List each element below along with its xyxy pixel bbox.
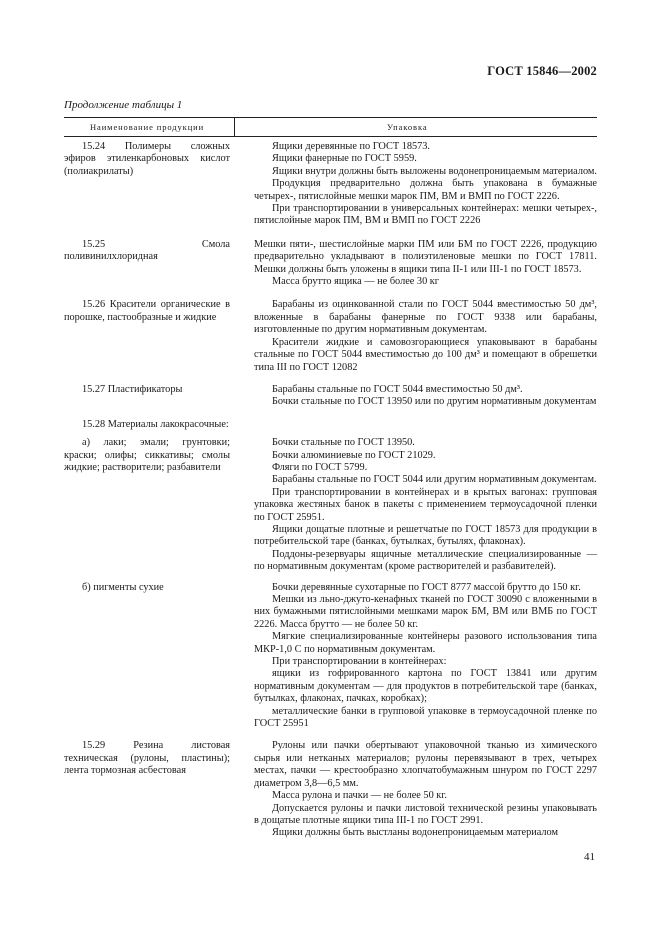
packaging-line: При транспортировании в контейнерах:: [272, 656, 447, 668]
product-name-cell: [64, 141, 234, 228]
packaging-cell: [234, 239, 597, 289]
packaging-line: Бочки деревянные сухотарные по ГОСТ 8777 массой брутто до 150 кг.: [272, 581, 581, 593]
table-continuation-caption: Продолжение таблицы 1: [64, 99, 183, 111]
packaging-line: Барабаны из оцинкованной стали по ГОСТ 5044 вместимостью 50 дм³, вложенные в барабаны фанерные по ГОСТ 9338 или барабаны, изготовленные по другим нормативным документам.: [254, 299, 597, 336]
table-row: [64, 582, 597, 731]
product-name-cell: [64, 740, 234, 839]
standard-header: ГОСТ 15846—2002: [487, 64, 597, 78]
product-name: 15.25 Смола поливинилхлоридная: [64, 238, 230, 263]
column-header-pack: Упаковка: [387, 122, 428, 132]
table-body: [64, 141, 597, 840]
packaging-line: При транспортировании в контейнерах и в крытых вагонах: групповая упаковка жестяных банок в пакеты с применением термоусадочной пленки по ГОСТ 25951.: [254, 486, 597, 523]
packaging-line: Масса брутто ящика — не более 30 кг: [272, 276, 440, 288]
packaging-line: Мешки пяти-, шестислойные марки ПМ или БМ по ГОСТ 2226, продукцию предварительно укладывают в полиэтиленовые мешки по ГОСТ 17811. Мешки должны быть уложены в ящики типа II-1 или III-1 по ГОСТ 18573.: [254, 238, 597, 275]
packaging-line: Бочки алюминиевые по ГОСТ 21029.: [272, 449, 436, 461]
product-name: 15.27 Пластификаторы: [82, 383, 183, 395]
packaging-line: Бочки стальные по ГОСТ 13950.: [272, 437, 415, 449]
packaging-cell: [234, 419, 597, 431]
product-name-cell: [64, 582, 234, 731]
packaging-line: Ящики фанерные по ГОСТ 5959.: [272, 153, 417, 165]
packaging-cell: [234, 384, 597, 409]
table-row: [64, 299, 597, 373]
product-name-cell: [64, 299, 234, 373]
table-row: [64, 239, 597, 289]
table-top-rule: [64, 117, 597, 118]
packaging-line: Барабаны стальные по ГОСТ 5044 вместимостью 50 дм³.: [272, 383, 523, 395]
product-name: а) лаки; эмали; грунтовки; краски; олифы; сиккативы; смолы жидкие; растворители; разбавители: [64, 437, 230, 473]
product-name-cell: [64, 239, 234, 289]
packaging-line: ящики из гофрированного картона по ГОСТ 13841 или другим нормативным документам — для продуктов в потребительской таре (банках, бутылках, флаконах, пачках, коробках);: [254, 668, 597, 705]
product-name-cell: [64, 437, 234, 573]
packaging-cell: [234, 740, 597, 839]
packaging-line: Ящики должны быть выстланы водонепроницаемым материалом: [272, 827, 558, 839]
packaging-line: Бочки стальные по ГОСТ 13950 или по другим нормативным документам: [272, 396, 597, 408]
packaging-line: Масса рулона и пачки — не более 50 кг.: [272, 790, 447, 802]
packaging-line: Ящики дощатые плотные и решетчатые по ГОСТ 18573 для продукции в потребительской таре (банках, бутылках, бутылях, флаконах).: [254, 523, 597, 548]
packaging-line: Ящики деревянные по ГОСТ 18573.: [272, 141, 431, 152]
packaging-line: Барабаны стальные по ГОСТ 5044 или другим нормативным документам.: [272, 474, 597, 486]
packaging-cell: [234, 437, 597, 573]
packaging-line: Допускается рулоны и пачки листовой технической резины упаковывать в дощатые плотные ящики типа III-1 по ГОСТ 2991.: [254, 802, 597, 826]
column-header-name: Наименование продукции: [90, 122, 205, 132]
product-name: б) пигменты сухие: [82, 581, 164, 593]
product-name: 15.24 Полимеры сложных эфиров этиленкарбоновых кислот (полиакрилаты): [64, 141, 230, 177]
packaging-line: При транспортировании в универсальных контейнерах: мешки четырех-, пятислойные марок ПМ, ВМ и ВМП по ГОСТ 2226: [254, 203, 597, 227]
product-name: 15.28 Материалы лакокрасочные:: [82, 418, 229, 430]
packaging-line: Ящики внутри должны быть выложены водонепроницаемым материалом.: [272, 165, 598, 177]
product-name-cell: [64, 419, 234, 431]
product-name: 15.26 Красители органические в порошке, пастообразные и жидкие: [64, 299, 230, 323]
packaging-line: Рулоны или пачки обертывают упаковочной тканью из химического сырья или нетканых материалов; рулоны перевязывают в трех, четырех местах, пачки — крестообразно хлопчатобумажным шнуром по ГОСТ 2297 диаметром 3,8—6,5 мм.: [254, 740, 597, 789]
product-name: 15.29 Резина листовая техническая (рулоны, пластины); лента тормозная асбестовая: [64, 740, 230, 777]
table-header-rule: [64, 136, 597, 137]
packaging-line: Фляги по ГОСТ 5799.: [272, 461, 368, 473]
packaging-line: Красители жидкие и самовозгорающиеся упаковывают в барабаны стальные по ГОСТ 5044 вместимостью до 100 дм³ и помещают в обрешетки типа III по ГОСТ 12082: [254, 336, 597, 373]
packaging-line: Мешки из льно-джуто-кенафных тканей по ГОСТ 30090 с вложенными в них бумажными пятислойными мешками марок БМ, ВМ или ВМБ по ГОСТ 2226. Масса брутто — не более 50 кг.: [254, 594, 597, 630]
table-row: [64, 437, 597, 573]
table-row: [64, 740, 597, 839]
table-row: [64, 384, 597, 409]
packaging-line: Продукция предварительно должна быть упакована в бумажные четырех-, пятислойные мешки марок ПМ, ВМ и ВМП по ГОСТ 2226.: [254, 178, 597, 202]
packaging-cell: [234, 582, 597, 731]
packaging-line: Мягкие специализированные контейнеры разового использования типа МКР-1,0 С по нормативным документам.: [254, 631, 597, 655]
packaging-line: металлические банки в групповой упаковке в термоусадочной пленке по ГОСТ 25951: [254, 705, 597, 730]
table-row: [64, 419, 597, 431]
packaging-cell: [234, 299, 597, 373]
product-name-cell: [64, 384, 234, 409]
page-number: 41: [584, 851, 595, 863]
packaging-cell: [234, 141, 597, 228]
packaging-line: Поддоны-резервуары ящичные металлические специализированные — по нормативным документам (кроме растворителей и разбавителей).: [254, 548, 597, 573]
header-divider: [234, 118, 235, 136]
table-row: [64, 141, 597, 228]
